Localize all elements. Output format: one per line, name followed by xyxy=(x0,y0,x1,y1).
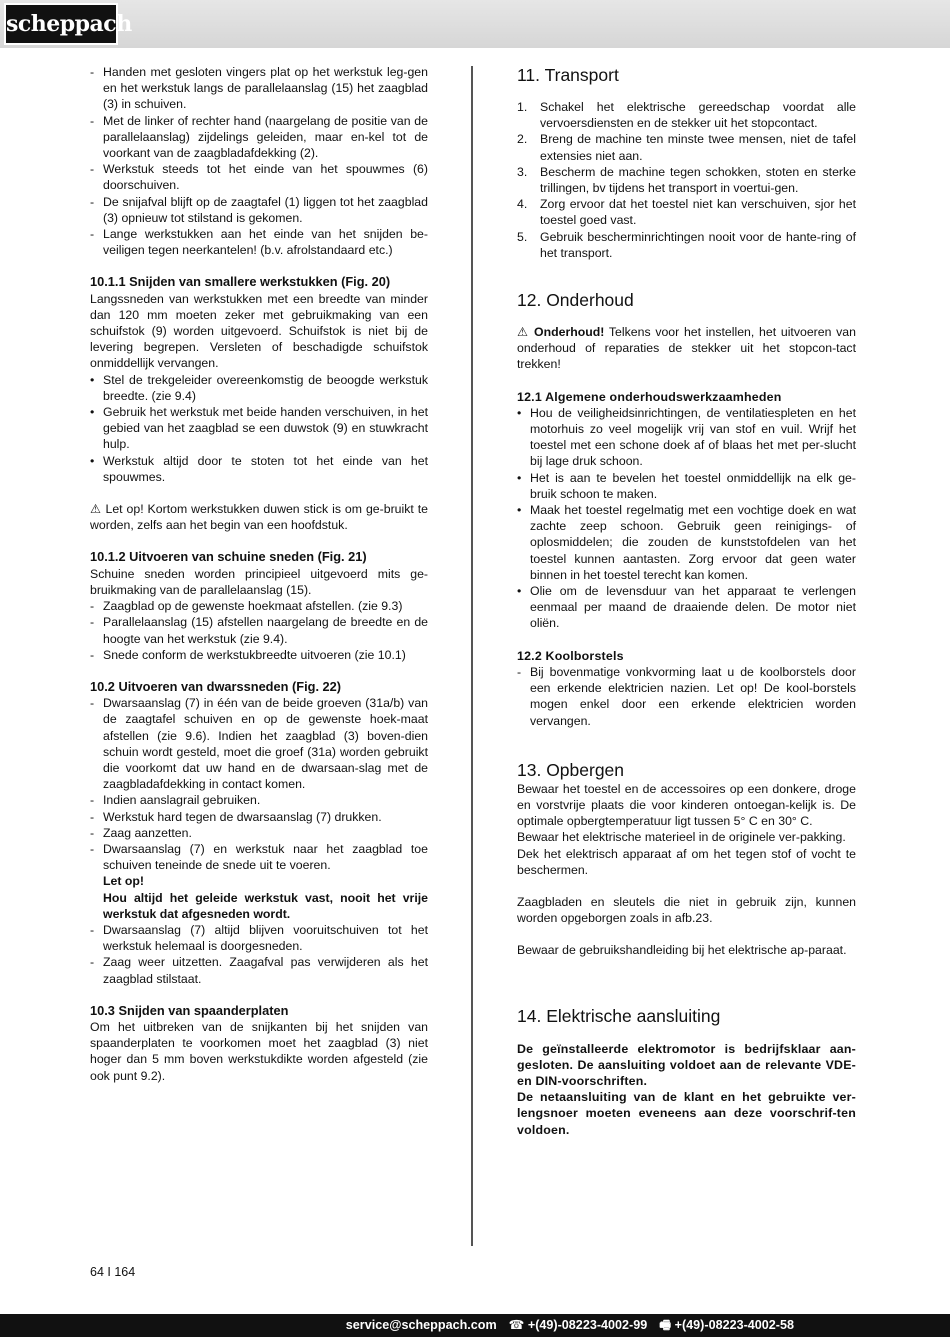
list-item: - Zaagblad op de gewenste hoekmaat afstellen. (zie 9.3) xyxy=(90,599,403,614)
numbered-item: 4. Zorg ervoor dat het toestel niet kan verschuiven, sjor het toestel goed vast. xyxy=(517,197,856,228)
paragraph: Zaagbladen en sleutels die niet in gebruik zijn, kunnen worden opgeborgen zoals in afb.23. xyxy=(517,894,856,926)
footer-bar xyxy=(0,1314,950,1337)
section-heading: 10.3 Snijden van spaanderplaten xyxy=(90,1002,289,1018)
fax-number: 🖷 +(49)-08223-4002-58 xyxy=(659,1318,794,1332)
list-item: - Lange werkstukken aan het einde van het snijden be-veiligen tegen neerkantelen! (b.v. afrolstandaard etc.) xyxy=(90,227,428,258)
paragraph: De geïnstalleerde elektromotor is bedrijfsklaar aan-gesloten. De aansluiting voldoet aan de relevante VDE- en DIN-voorschriften. xyxy=(517,1041,856,1088)
list-item: - Werkstuk hard tegen de dwarsaanslag (7) drukken. xyxy=(90,809,382,824)
list-item: • Gebruik het werkstuk met beide handen verschuiven, in het gebied van het zaagblad se een duwstok (9) en stuwkracht hulp. xyxy=(90,405,428,452)
list-item: • Olie om de levensduur van het apparaat te verlengen eenmaal per maand de draaiende delen. De motor niet oliën. xyxy=(517,584,856,631)
column-divider xyxy=(471,66,473,1246)
subsection-heading: 12.1 Algemene onderhoudswerkzaamheden xyxy=(517,389,782,404)
numbered-item: 1. Schakel het elektrische gereedschap voordat alle vervoersdiensten en de stekker uit het stopcontact. xyxy=(517,100,856,131)
list-item: - Met de linker of rechter hand (naargelang de positie van de parallelaanslag) zijdelings geleiden, maar en-kel tot de voorkant van de zaagbladafdekking (2). xyxy=(90,113,428,161)
warning-note: ⚠ Onderhoud! Telkens voor het instellen, het uitvoeren van onderhoud of reparaties de stekker uit het stopcon-tact trekken! xyxy=(517,325,856,372)
list-item: - Dwarsaanslag (7) en werkstuk naar het zaagblad toe schuiven teneinde de snede uit te voeren. xyxy=(90,841,428,873)
numbered-item: 2. Breng de machine ten minste twee mensen, niet de tafel extensies niet aan. xyxy=(517,132,856,163)
list-item: • Hou de veiligheidsinrichtingen, de ventilatiespleten en het motorhuis zo veel mogelijk vrij van stof en vuil. Wrijf het toestel met een schone doek af of blaas het met per-slucht bij lage druk schoon. xyxy=(517,405,856,469)
list-item: - Snede conform de werkstukbreedte uitvoeren (zie 10.1) xyxy=(90,647,406,662)
paragraph: Bewaar het toestel en de accessoires op een donkere, droge en vorstvrije plaats die voor kinderen ontoegan-kelijk is. De optimale opbergtemperatuur ligt tussen 5° C en 30° C. xyxy=(517,781,856,829)
section-heading: 10.1.2 Uitvoeren van schuine sneden (Fig. 21) xyxy=(90,549,367,565)
list-item: - Zaag aanzetten. xyxy=(90,825,192,840)
paragraph: Dek het elektrisch apparaat af om het tegen stof of vocht te beschermen. xyxy=(517,846,856,877)
list-item: - Indien aanslagrail gebruiken. xyxy=(90,793,261,808)
paragraph: Schuine sneden worden principieel uitgevoerd mits ge-bruikmaking van de parallelaanslag (15). xyxy=(90,566,428,597)
letop-label: Let op! xyxy=(103,874,144,889)
bullet-list xyxy=(90,64,428,258)
section-title-opbergen: 13. Opbergen xyxy=(517,759,625,780)
list-item: - De snijafval blijft op de zaagtafel (1) liggen tot het zaagblad (3) opnieuw tot stilstand is gekomen. xyxy=(90,194,428,225)
list-item: - Werkstuk steeds tot het einde van het spouwmes (6) doorschuiven. xyxy=(90,162,428,193)
list-item: • Het is aan te bevelen het toestel onmiddellijk na elk ge-bruik schoon te maken. xyxy=(517,470,856,501)
list-item: - Dwarsaanslag (7) altijd blijven vooruitschuiven tot het werkstuk helemaal is doorgesneden. xyxy=(90,922,428,954)
paragraph: Bewaar het elektrische materieel in de originele ver-pakking. xyxy=(517,830,846,845)
footer-contact xyxy=(346,1314,794,1337)
list-item: - Dwarsaanslag (7) in één van de beide groeven (31a/b) van de zaagtafel schuiven en op de gewenste hoek-maat afstellen (zie 9.6). Indien het zaagblad (3) boven-dien schuin wordt gesteld, moet die groef (31a) worden gebruikt die voorkomt dat uw hand en de dwarsaan-slag met de zaagbladafdekking in contact komen. xyxy=(90,696,428,792)
paragraph: Langssneden van werkstukken met een breedte van minder dan 120 mm moeten zeker met gebruikmaking van een schuifstok (9) worden uitgevoerd. Schuifstok is niet bij de levering begrepen. Versleten of beschadigde schuifstok onmiddellijk vervangen. xyxy=(90,291,428,371)
page-number: 64 I 164 xyxy=(90,1265,136,1279)
section-heading: 10.1.1 Snijden van smallere werkstukken (Fig. 20) xyxy=(90,274,391,290)
paragraph: Om het uitbreken van de snijkanten bij het snijden van spaanderplaten te voorkomen moet het zaagblad (3) niet hoger dan 5 mm boven werkstukdikte worden afgesteld (zie ook punt 9.2). xyxy=(90,1019,428,1083)
list-item: • Maak het toestel regelmatig met een vochtige doek en wat zachte zeep schoon. Gebruik geen reinigings- of oplosmiddelen; die zouden de kunststofdelen van het toestel kunnen aantasten. Zorg ervoor dat geen water binnen in het toestel terecht kan komen. xyxy=(517,503,856,582)
warning-note: ⚠ Let op! Kortom werkstukken duwen stick is om ge-bruikt te worden, zelfs aan het begin van een hoofdstuk. xyxy=(90,502,428,533)
right-column xyxy=(517,64,856,1138)
paragraph: De netaansluiting van de klant en het gebruikte ver-lengsnoer moeten eveneens aan deze voorschrif-ten voldoen. xyxy=(517,1090,856,1137)
section-heading: 10.2 Uitvoeren van dwarssneden (Fig. 22) xyxy=(90,678,342,694)
service-email-link[interactable]: service@scheppach.com xyxy=(345,1318,497,1332)
paragraph: Bewaar de gebruikshandleiding bij het elektrische ap-paraat. xyxy=(517,943,847,958)
section-title-transport: 11. Transport xyxy=(517,65,619,85)
section-title-onderhoud: 12. Onderhoud xyxy=(517,290,634,311)
letop-text: Hou altijd het geleide werkstuk vast, nooit het vrije werkstuk dat afgesneden wordt. xyxy=(103,890,428,921)
phone-number: ☎ +(49)-08223-4002-99 xyxy=(508,1318,648,1332)
section-title-elektrische-aansluiting: 14. Elektrische aansluiting xyxy=(517,1005,721,1026)
left-column xyxy=(90,64,428,1084)
list-item: - Handen met gesloten vingers plat op het werkstuk leg-gen en het werkstuk langs de parallelaanslag (15) het zaagblad (3) in schuiven. xyxy=(90,65,428,112)
list-item: - Bij bovenmatige vonkvorming laat u de koolborstels door een erkende elektricien nazien. Let op! De kool-borstels mogen enkel door een erkende elektricien worden vervangen. xyxy=(517,664,856,728)
list-item: • Stel de trekgeleider overeenkomstig de beoogde werkstuk breedte. (zie 9.4) xyxy=(90,372,428,403)
scheppach-logo: scheppach xyxy=(4,3,118,45)
numbered-item: 3. Bescherm de machine tegen schokken, stoten en sterke trillingen, bv tijdens het transport in voertui-gen. xyxy=(517,164,856,196)
header-bar xyxy=(0,0,950,48)
list-item: - Parallelaanslag (15) afstellen naargelang de breedte en de hoogte van het werkstuk (zie 9.4). xyxy=(90,615,428,646)
list-item: - Zaag weer uitzetten. Zaagafval pas verwijderen als het zaagblad stilstaat. xyxy=(90,955,428,986)
list-item: • Werkstuk altijd door te stoten tot het einde van het spouwmes. xyxy=(90,453,428,484)
subsection-heading: 12.2 Koolborstels xyxy=(517,648,624,663)
numbered-item: 5. Gebruik bescherminrichtingen nooit voor de hante-ring of het transport. xyxy=(517,229,856,260)
